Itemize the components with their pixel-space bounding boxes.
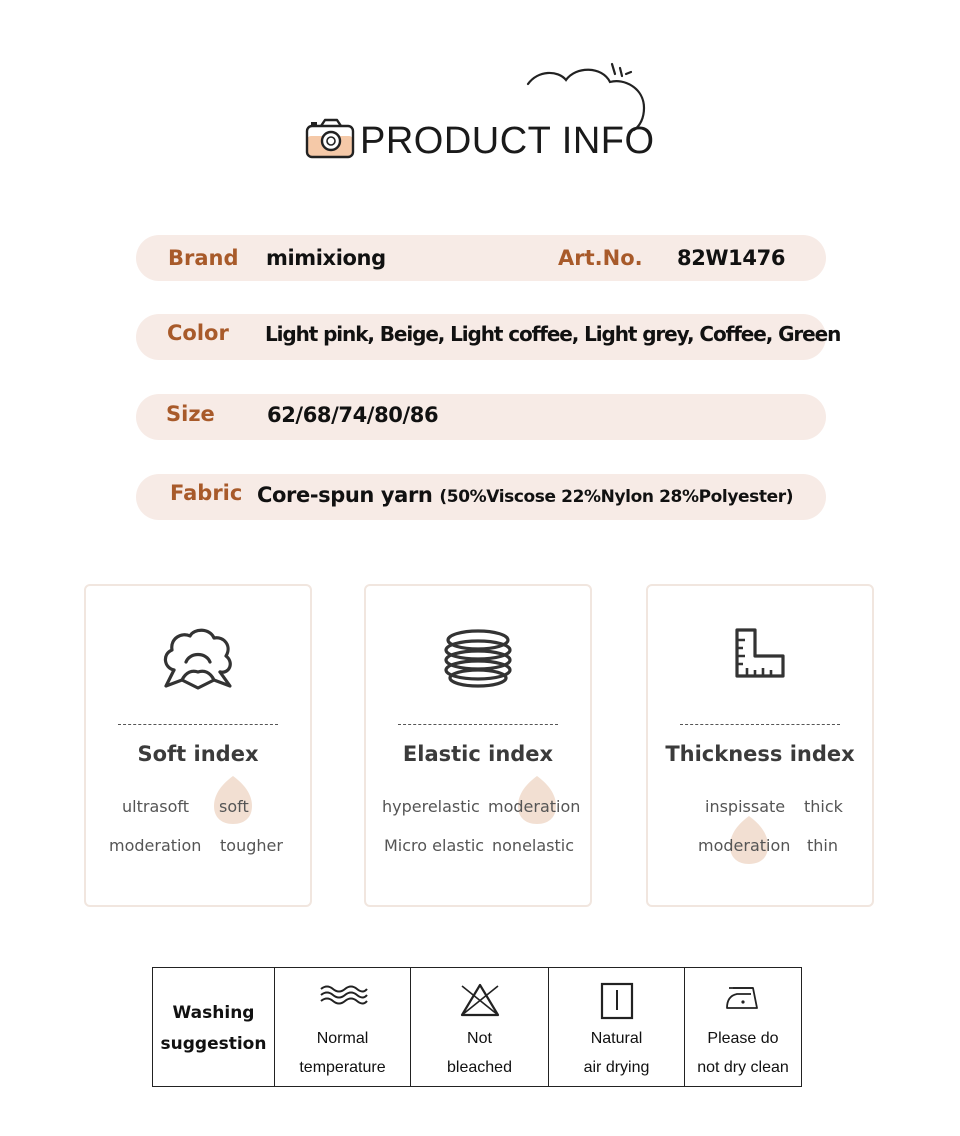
- info-row-color: [136, 314, 841, 360]
- option-soft: soft: [219, 797, 249, 816]
- option-micro-elastic: Micro elastic: [384, 836, 485, 855]
- iron-icon: [723, 982, 763, 1012]
- cotton-icon: [160, 626, 236, 692]
- wash-item-normal-temperature: [274, 968, 410, 1086]
- divider: [118, 724, 278, 725]
- wash-item-line2: temperature: [299, 1059, 386, 1076]
- washing-title-line1: Washing: [172, 1003, 255, 1023]
- divider: [398, 724, 558, 725]
- wash-item-line2: bleached: [447, 1059, 512, 1076]
- elastic-index-title: Elastic index: [402, 742, 554, 766]
- info-row-size: [136, 394, 826, 440]
- option-thick: thick: [804, 797, 843, 816]
- wash-item-not-dry-clean: [684, 968, 801, 1086]
- size-value: 62/68/74/80/86: [267, 403, 439, 427]
- divider: [680, 724, 840, 725]
- spring-icon: [442, 626, 514, 690]
- line-dry-icon: [600, 982, 634, 1020]
- option-hyperelastic: hyperelastic: [382, 797, 480, 816]
- info-row-fabric: [136, 474, 826, 520]
- wash-item-line2: not dry clean: [697, 1059, 789, 1076]
- soft-index-title: Soft index: [137, 742, 259, 766]
- ruler-icon: [733, 626, 787, 680]
- fabric-value-detail: (50%Viscose 22%Nylon 28%Polyester): [439, 487, 794, 507]
- size-label: Size: [166, 402, 215, 426]
- wash-item-line1: Normal: [316, 1030, 369, 1047]
- option-moderation: moderation: [698, 836, 791, 855]
- washing-title-line2: suggestion: [160, 1034, 267, 1054]
- soft-index-card: [84, 584, 312, 907]
- thickness-index-card: [646, 584, 874, 907]
- page-title: PRODUCT INFO: [360, 120, 655, 162]
- color-label: Color: [167, 321, 229, 345]
- artno-value: 82W1476: [677, 246, 786, 270]
- wash-item-line2: air drying: [583, 1059, 650, 1076]
- washing-table: [152, 967, 802, 1087]
- water-wave-icon: [317, 982, 369, 1008]
- no-bleach-icon: [458, 982, 502, 1018]
- brand-label: Brand: [168, 246, 239, 270]
- washing-title-cell: [153, 968, 274, 1086]
- fabric-label: Fabric: [170, 481, 243, 505]
- brand-value: mimixiong: [266, 246, 386, 270]
- wash-item-not-bleached: [410, 968, 548, 1086]
- wash-item-line1: Natural: [590, 1030, 643, 1047]
- color-value: Light pink, Beige, Light coffee, Light grey, Coffee, Green: [265, 322, 841, 346]
- wash-item-line1: Not: [467, 1030, 492, 1047]
- artno-label: Art.No.: [558, 246, 643, 270]
- option-ultrasoft: ultrasoft: [122, 797, 189, 816]
- wash-item-natural-air-drying: [548, 968, 684, 1086]
- elastic-index-card: [364, 584, 592, 907]
- option-moderation: moderation: [488, 797, 581, 816]
- camera-icon: [305, 118, 355, 160]
- thickness-index-title: Thickness index: [665, 742, 855, 766]
- option-inspissate: inspissate: [705, 797, 786, 816]
- option-tougher: tougher: [220, 836, 283, 855]
- wash-item-line1: Please do: [707, 1030, 779, 1047]
- fabric-value-main: Core-spun yarn: [257, 483, 433, 507]
- option-thin: thin: [807, 836, 838, 855]
- header: [0, 0, 960, 200]
- option-nonelastic: nonelastic: [492, 836, 575, 855]
- fabric-value: [257, 472, 793, 518]
- option-moderation: moderation: [109, 836, 202, 855]
- info-row-brand: [136, 235, 826, 281]
